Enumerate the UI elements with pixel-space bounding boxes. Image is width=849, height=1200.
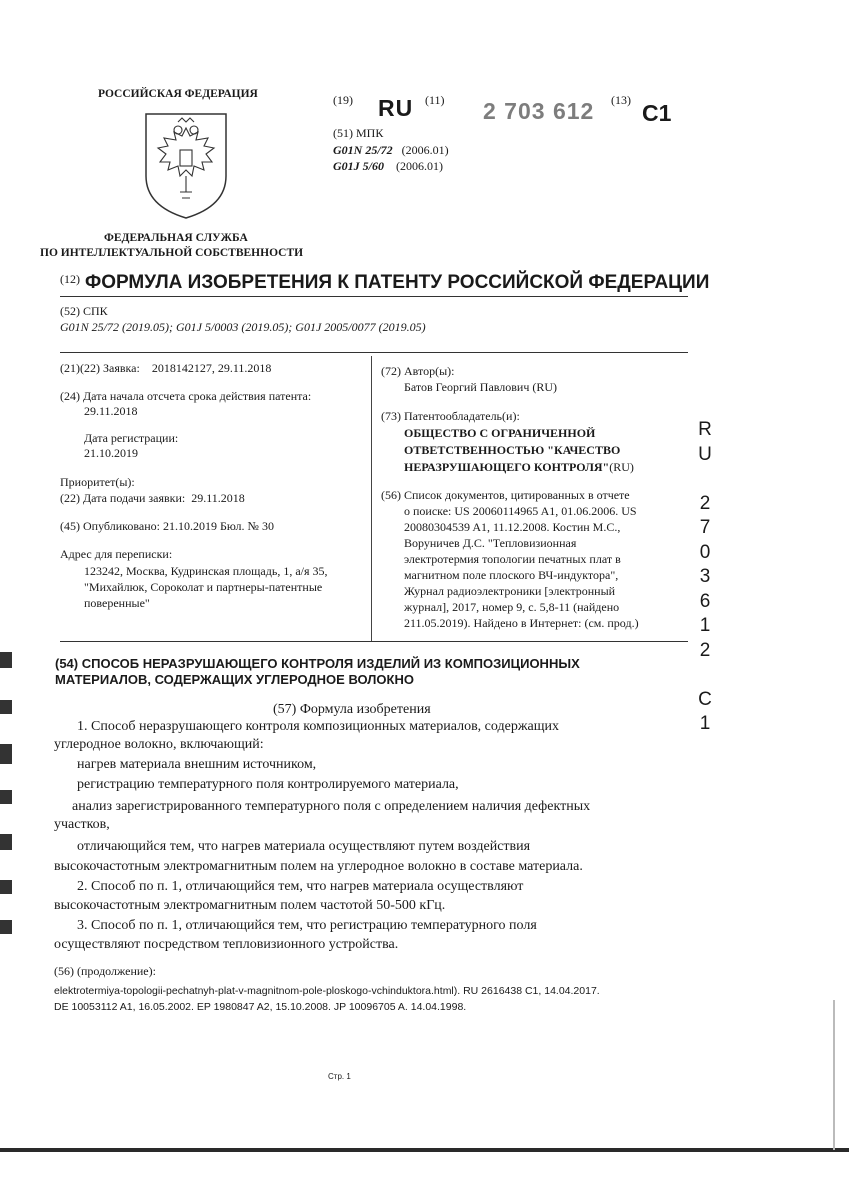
side-char [695,663,715,688]
scan-edge-mark [0,880,12,894]
side-char: U [698,443,712,465]
bulletin: Бюл. № 30 [219,519,274,533]
cpc-codes: G01N 25/72 (2019.05); G01J 5/0003 (2019.05); G01J 2005/0077 (2019.05) [60,320,426,334]
inid-code-11: (11) [425,93,445,107]
side-char: 6 [699,590,711,612]
refs-line: 211.05.2019). Найдено в Интернет: (см. прод.) [404,616,639,630]
published-label: (45) Опубликовано: [60,519,160,533]
divider [60,296,688,297]
claim-line: высокочастотным электромагнитным полем частотой 50-500 кГц. [54,898,446,913]
divider [60,352,688,353]
refs-line: 20080304539 A1, 11.12.2008. Костин М.С., [404,520,621,534]
side-char: 1 [699,615,711,636]
inid-code-13: (13) [611,93,631,107]
ipc-entry [333,159,443,174]
ipc-heading: (51) МПК [333,126,384,140]
scan-edge-mark [0,652,12,668]
holder-line: ОТВЕТСТВЕННОСТЬЮ "КАЧЕСТВО [404,443,621,457]
patent-number: 2 703 612 [483,98,595,124]
refs-line: Журнал радиоэлектроники [электронный [404,584,616,598]
side-char: 7 [699,517,711,538]
registration-label: Дата регистрации: [84,431,179,445]
published-value: 21.10.2019 [162,519,217,533]
continuation-line: elektrotermiya-topologii-pechatnyh-plat-v-magnitnom-pole-ploskogo-vchinduktora.html). RU 2616438 C1, 14.04.2017. [54,985,600,997]
claim-line: углеродное волокно, включающий: [54,737,264,752]
holder-name-end: НЕРАЗРУШАЮЩЕГО КОНТРОЛЯ" [404,460,610,474]
ipc-entry [333,143,449,158]
scan-edge-mark [0,920,12,934]
holder-line: ОБЩЕСТВО С ОГРАНИЧЕННОЙ [404,426,596,440]
address-line: 123242, Москва, Кудринская площадь, 1, а/я 35, [84,564,328,578]
claim-line: нагрев материала внешним источником, [77,757,317,772]
side-char: 1 [699,713,711,734]
inid-code-19: (19) [333,93,353,107]
claim-line: высокочастотным электромагнитным полем на углеродное волокно в составе материала. [54,859,583,874]
column-divider [371,356,372,641]
refs-line: о поиске: US 20060114965 A1, 01.06.2006. US [404,504,637,518]
term-start-label: (24) Дата начала отсчета срока действия патента: [60,389,312,403]
page-number: Стр. 1 [328,1072,351,1081]
term-start-value: 29.11.2018 [84,404,138,418]
holder-label: (73) Патентообладатель(и): [381,409,520,423]
inid-code-12: (12) [60,272,80,286]
agency-name-line2: ПО ИНТЕЛЛЕКТУАЛЬНОЙ СОБСТВЕННОСТИ [40,247,304,259]
ipc-code: G01N 25/72 [333,143,393,157]
scan-edge-mark [0,834,12,850]
side-char: C [698,688,712,710]
cpc-heading: (52) СПК [60,304,108,318]
side-char [695,467,715,492]
side-char: 0 [699,541,711,563]
coat-of-arms-icon [136,106,236,222]
claim-line: 2. Способ по п. 1, отличающийся тем, что нагрев материала осуществляют [77,879,524,894]
scan-border [0,1148,849,1152]
claim-line: осуществляют посредством тепловизионного устройства. [54,937,399,952]
filing-label: (22) Дата подачи заявки: [60,491,186,505]
ipc-code: G01J 5/60 [333,159,384,173]
claim-line: регистрацию температурного поля контролируемого материала, [77,777,459,792]
scan-border [833,1000,835,1150]
address-label: Адрес для переписки: [60,547,173,561]
refs-line: журнал], 2017, номер 9, с. 5,8-11 (найдено [404,600,620,614]
application-label: (21)(22) Заявка: [60,361,140,375]
country-code: RU [378,95,414,121]
refs-line: электротермия топологии печатных плат в [404,552,621,566]
claim-line: участков, [54,817,110,832]
refs-line: (56) Список документов, цитированных в отчете [381,488,630,502]
continuation-line: DE 10053112 A1, 16.05.2002. EP 1980847 A2, 15.10.2008. JP 10096705 A. 14.04.1998. [54,1001,467,1013]
claim-line: 3. Способ по п. 1, отличающийся тем, что регистрацию температурного поля [77,918,537,933]
invention-title-line2: МАТЕРИАЛОВ, СОДЕРЖАЩИХ УГЛЕРОДНОЕ ВОЛОКНО [55,672,414,687]
divider [60,641,688,642]
application-row [60,361,271,376]
ipc-version: (2006.01) [396,159,443,173]
filing-row [60,491,245,506]
filing-value: 29.11.2018 [191,491,245,505]
scan-edge-mark [0,700,12,714]
application-value: 2018142127, 29.11.2018 [151,361,272,375]
kind-code: C1 [642,100,672,126]
side-char: 2 [699,639,711,661]
author-value: Батов Георгий Павлович (RU) [404,380,558,394]
scan-edge-mark [0,790,12,804]
holder-line [404,460,634,475]
claim-line: анализ зарегистрированного температурного поля с определением наличия дефектных [72,799,591,814]
author-label: (72) Автор(ы): [381,364,455,378]
refs-line: Воруничев Д.С. "Тепловизионная [404,536,577,550]
side-char: 3 [699,566,711,587]
published-row [60,519,274,534]
invention-title-line1: (54) СПОСОБ НЕРАЗРУШАЮЩЕГО КОНТРОЛЯ ИЗДЕЛИЙ ИЗ КОМПОЗИЦИОННЫХ [55,656,580,671]
claims-heading: (57) Формула изобретения [273,702,431,717]
side-char: R [698,419,712,440]
address-line: поверенные" [84,596,150,610]
holder-country: (RU) [609,460,634,474]
ipc-version: (2006.01) [401,143,449,157]
claim-line: отличающийся тем, что нагрев материала осуществляют путем воздействия [77,839,531,854]
continuation-heading: (56) (продолжение): [54,964,156,978]
document-title: ФОРМУЛА ИЗОБРЕТЕНИЯ К ПАТЕНТУ РОССИЙСКОЙ ФЕДЕРАЦИИ [85,272,710,293]
priority-label: Приоритет(ы): [60,475,135,489]
side-char: 2 [699,492,711,514]
agency-name-line1: ФЕДЕРАЛЬНАЯ СЛУЖБА [104,232,248,244]
registration-value: 21.10.2019 [84,446,138,460]
address-line: "Михайлюк, Сороколат и партнеры-патентные [84,580,323,594]
country-name: РОССИЙСКАЯ ФЕДЕРАЦИЯ [98,88,258,100]
refs-line: магнитном поле плоского ВЧ-индуктора", [404,568,619,582]
claim-line: 1. Способ неразрушающего контроля композиционных материалов, содержащих [77,719,559,734]
scan-edge-mark [0,744,12,764]
side-patent-number [695,418,715,737]
